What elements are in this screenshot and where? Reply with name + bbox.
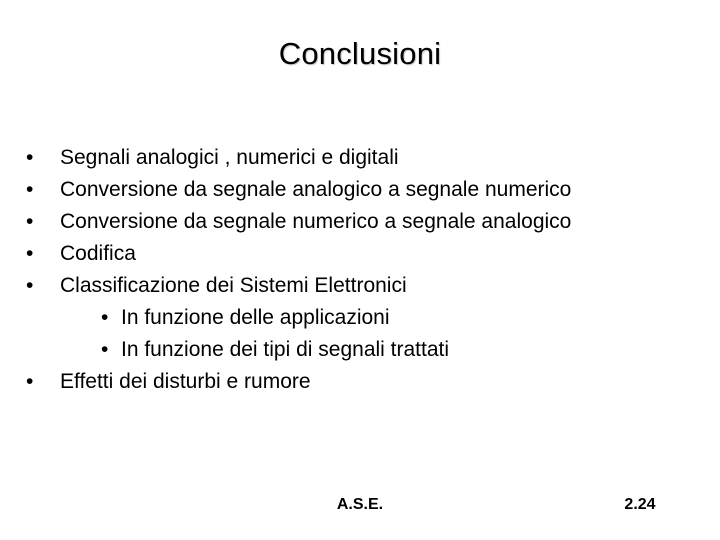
sub-bullet-text: In funzione dei tipi di segnali trattati xyxy=(121,338,450,361)
bullet-list xyxy=(26,142,706,398)
sub-bullet-item xyxy=(26,334,706,366)
bullet-item xyxy=(26,270,706,302)
bullet-icon: • xyxy=(26,210,34,233)
slide-title: Conclusioni xyxy=(278,36,442,71)
bullet-text: Codifica xyxy=(60,242,136,265)
bullet-icon: • xyxy=(26,274,34,297)
bullet-icon: • xyxy=(26,242,34,265)
bullet-item xyxy=(26,366,706,398)
bullet-text: Effetti dei disturbi e rumore xyxy=(60,370,311,393)
bullet-item xyxy=(26,174,706,206)
bullet-icon: • xyxy=(26,178,34,201)
bullet-text: Conversione da segnale numerico a segnale analogico xyxy=(60,210,572,233)
bullet-item xyxy=(26,206,706,238)
bullet-text: Segnali analogici , numerici e digitali xyxy=(60,146,399,169)
footer-label: A.S.E. xyxy=(336,496,384,513)
bullet-icon: • xyxy=(101,306,109,329)
bullet-item xyxy=(26,142,706,174)
sub-bullet-text: In funzione delle applicazioni xyxy=(121,306,390,329)
bullet-icon: • xyxy=(26,146,34,169)
bullet-icon: • xyxy=(26,370,34,393)
bullet-icon: • xyxy=(101,338,109,361)
bullet-text: Classificazione dei Sistemi Elettronici xyxy=(60,274,407,297)
sub-bullet-item xyxy=(26,302,706,334)
bullet-item xyxy=(26,238,706,270)
bullet-text: Conversione da segnale analogico a segnale numerico xyxy=(60,178,572,201)
page-number: 2.24 xyxy=(624,496,656,513)
